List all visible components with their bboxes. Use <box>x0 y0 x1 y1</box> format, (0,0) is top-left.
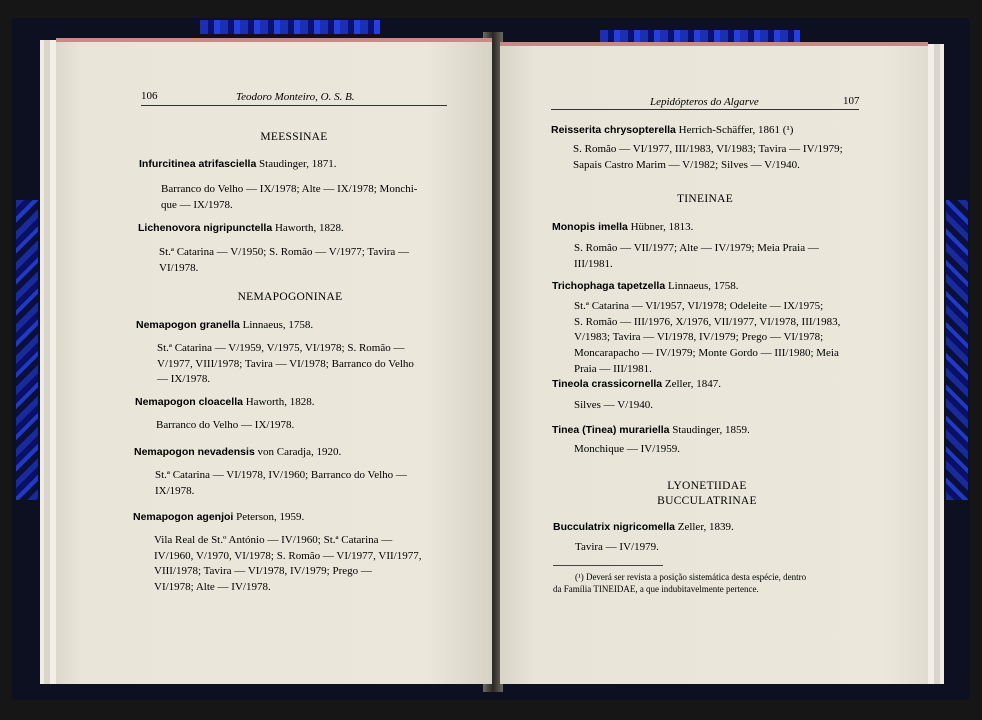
species-author: Linnaeus, 1758. <box>667 280 739 292</box>
header-rule <box>551 109 859 110</box>
locality-line: — IX/1978. <box>157 373 211 385</box>
species-heading <box>552 280 739 292</box>
cover-pattern <box>200 20 380 34</box>
locality-line: S. Romão — VII/1977; Alte — IV/1979; Meia Praia — <box>574 242 819 254</box>
locality-line: Vila Real de St.º António — IV/1960; St.ª Catarina — <box>154 534 393 546</box>
locality-line: S. Romão — III/1976, X/1976, VII/1977, VI/1978, III/1983, <box>574 315 841 328</box>
cover-pattern <box>946 200 968 500</box>
footnote-line: (¹) Deverá ser revista a posição sistemática desta espécie, dentro <box>575 572 807 582</box>
species-author: Zeller, 1839. <box>677 521 734 533</box>
locality-line: St.ª Catarina — V/1950; S. Romão — V/1977; Tavira — <box>159 246 410 258</box>
page-number: 107 <box>843 95 860 107</box>
header-rule <box>141 105 447 106</box>
species-author: Linnaeus, 1758. <box>242 319 314 331</box>
section-heading: TINEINAE <box>676 193 734 205</box>
locality-line: Sapais Castro Marim — V/1982; Silves — V/1940. <box>573 159 800 171</box>
section-heading: NEMAPOGONINAE <box>237 291 343 303</box>
species-author: Haworth, 1828. <box>274 222 344 234</box>
species-author: Staudinger, 1871. <box>259 158 337 170</box>
running-head: Teodoro Monteiro, O. S. B. <box>236 91 355 103</box>
species-name: Infurcitinea atrifasciella <box>139 158 257 170</box>
locality-line: IV/1960, V/1970, VI/1978; S. Romão — VI/1977, VII/1977, <box>154 549 422 562</box>
section-heading: LYONETIIDAE <box>667 480 747 492</box>
species-heading <box>136 319 313 331</box>
species-name: Reisserita chrysopterella <box>551 124 676 136</box>
locality-line: Silves — V/1940. <box>574 399 653 411</box>
species-heading <box>552 424 750 436</box>
species-name: Nemapogon granella <box>136 319 240 331</box>
species-name: Monopis imella <box>552 221 628 233</box>
species-heading <box>551 124 793 136</box>
locality-line: St.ª Catarina — V/1959, V/1975, VI/1978; S. Romão — <box>157 342 405 354</box>
species-author: von Caradja, 1920. <box>257 446 342 458</box>
species-author: Herrich-Schäffer, 1861 (¹) <box>678 124 794 136</box>
locality-line: que — IX/1978. <box>161 198 233 211</box>
page-number: 106 <box>141 90 158 102</box>
species-name: Lichenovora nigripunctella <box>138 222 273 234</box>
species-heading <box>133 511 304 523</box>
species-name: Tineola crassicornella <box>552 378 663 390</box>
locality-line: VI/1978. <box>159 261 199 274</box>
running-head: Lepidópteros do Algarve <box>650 96 759 108</box>
locality-line: Barranco do Velho — IX/1978; Alte — IX/1978; Monchi- <box>161 183 418 195</box>
locality-line: VI/1978; Alte — IV/1978. <box>154 580 271 593</box>
species-heading <box>138 222 344 234</box>
species-author: Staudinger, 1859. <box>672 424 750 436</box>
species-author: Haworth, 1828. <box>245 396 315 408</box>
footnote-line: da Família TINEIDAE, a que indubitavelmente pertence. <box>553 584 759 594</box>
species-heading <box>553 521 734 533</box>
locality-line: S. Romão — VI/1977, III/1983, VI/1983; Tavira — IV/1979; <box>573 143 843 155</box>
species-heading <box>552 221 693 233</box>
species-heading <box>135 396 314 408</box>
locality-line: Praia — III/1981. <box>574 362 652 375</box>
species-heading <box>552 378 721 390</box>
species-heading <box>134 446 341 458</box>
locality-line: III/1981. <box>574 257 613 270</box>
section-heading: MEESSINAE <box>260 131 328 143</box>
species-author: Hübner, 1813. <box>630 221 694 233</box>
locality-line: VIII/1978; Tavira — VI/1978, IV/1979; Prego — <box>154 565 372 577</box>
cover-pattern <box>16 200 38 500</box>
locality-line: Barranco do Velho — IX/1978. <box>156 419 295 431</box>
locality-line: V/1977, VIII/1978; Tavira — VI/1978; Barranco do Velho <box>157 357 414 370</box>
locality-line: Monchique — IV/1959. <box>574 443 681 455</box>
locality-line: Tavira — IV/1979. <box>575 541 659 553</box>
species-author: Peterson, 1959. <box>236 511 305 523</box>
locality-line: St.ª Catarina — VI/1978, IV/1960; Barranco do Velho — <box>155 469 407 481</box>
species-heading <box>139 158 337 170</box>
species-name: Trichophaga tapetzella <box>552 280 666 292</box>
species-name: Tinea (Tinea) murariella <box>552 424 670 436</box>
page-edge <box>500 42 928 46</box>
footnote-rule <box>553 565 663 566</box>
species-name: Nemapogon cloacella <box>135 396 243 408</box>
species-name: Nemapogon nevadensis <box>134 446 255 458</box>
species-name: Nemapogon agenjoi <box>133 511 234 523</box>
locality-line: V/1983; Tavira — VI/1978, IV/1979; Prego — VI/1978; <box>574 331 824 344</box>
species-name: Bucculatrix nigricomella <box>553 521 675 533</box>
section-heading: BUCCULATRINAE <box>657 495 757 507</box>
page-edge <box>56 38 492 42</box>
locality-line: Moncarapacho — IV/1979; Monte Gordo — III/1980; Meia <box>574 347 839 360</box>
locality-line: IX/1978. <box>155 484 195 497</box>
species-author: Zeller, 1847. <box>664 378 721 390</box>
locality-line: St.ª Catarina — VI/1957, VI/1978; Odeleite — IX/1975; <box>574 300 824 312</box>
